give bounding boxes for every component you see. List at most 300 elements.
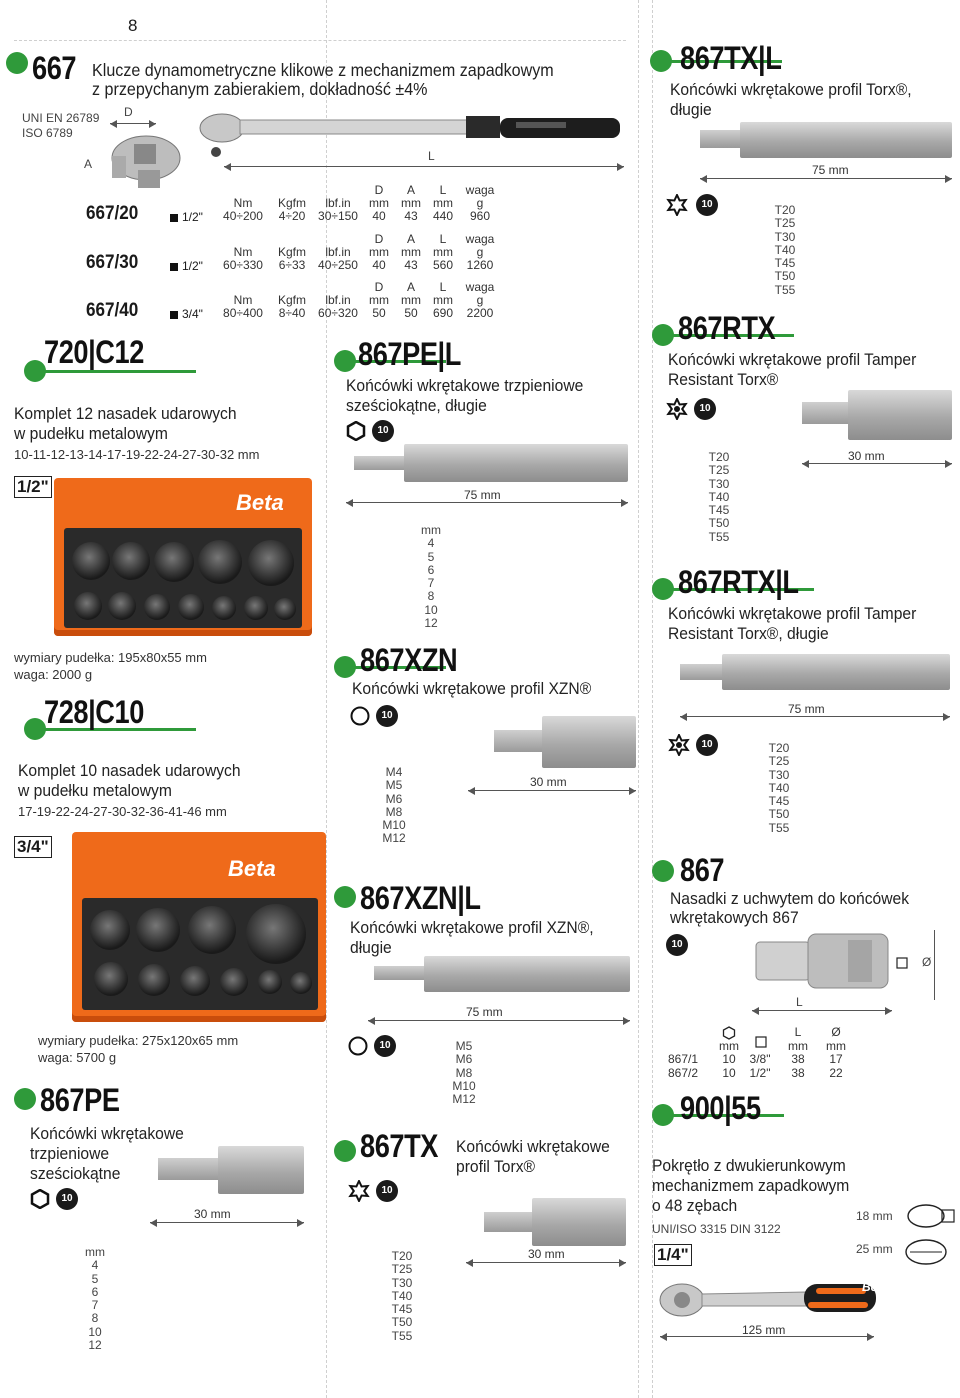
- bit-shank: [802, 402, 848, 424]
- col-value: 43: [404, 258, 418, 272]
- section-dot: [334, 1140, 356, 1162]
- size-item: M5: [385, 778, 403, 793]
- col-unit: mm: [433, 245, 453, 259]
- desc-line: Końcówki wkrętakowe trzpieniowe: [346, 376, 584, 395]
- desc-line: Komplet 12 nasadek udarowych: [14, 404, 237, 423]
- desc-line: Końcówki wkrętakowe profil Tamper: [668, 350, 917, 369]
- size-item: T55: [708, 529, 730, 544]
- size-list: [448, 1040, 480, 1106]
- xzn-icon: [350, 706, 370, 726]
- col-value: 50: [372, 306, 386, 320]
- dim-arrow: [752, 1010, 892, 1011]
- page-number: 8: [128, 16, 138, 35]
- beta-logo: Beta: [862, 1280, 889, 1294]
- product-code: 867TX: [360, 1128, 439, 1164]
- col-header: waga: [465, 280, 495, 294]
- bit-image: [404, 444, 628, 482]
- size-item: T45: [391, 1302, 413, 1317]
- col-value: 60÷330: [223, 258, 263, 272]
- size-item: T40: [708, 489, 730, 504]
- bit-length: 75 mm: [788, 702, 825, 716]
- col-header: L: [439, 232, 447, 246]
- desc-line: Końcówki wkrętakowe profil Torx®,: [670, 80, 912, 99]
- column-divider: [638, 0, 639, 1398]
- desc-line: Pokrętło z dwukierunkowym: [652, 1156, 846, 1175]
- row-code: 867/2: [668, 1066, 699, 1080]
- dim-arrow: [700, 178, 952, 179]
- col: [428, 184, 458, 223]
- bit-image: [848, 390, 952, 440]
- handle-length: 125 mm: [742, 1323, 786, 1337]
- size-item: M10: [452, 1078, 476, 1093]
- bit-image: [740, 122, 952, 158]
- size-list: [762, 742, 796, 835]
- dim-arrow: [468, 790, 636, 791]
- bit-image: [722, 654, 950, 690]
- bit-length: 75 mm: [466, 1005, 503, 1019]
- dim-arrow: [110, 123, 156, 124]
- bit-shank: [158, 1158, 218, 1180]
- col: [270, 294, 314, 320]
- col: [364, 184, 394, 223]
- col-header: Kgfm: [277, 245, 306, 259]
- col: [396, 281, 426, 320]
- beta-logo: Beta: [236, 490, 284, 515]
- row-value: 10: [722, 1066, 736, 1080]
- desc-line: sześciokątne, długie: [346, 396, 487, 415]
- bit-shank: [680, 664, 722, 680]
- size-item: 10: [424, 602, 438, 617]
- product-code: 867PE|L: [358, 336, 461, 372]
- drive-size: [170, 210, 203, 224]
- col-header: A: [406, 183, 415, 197]
- size-item: 5: [91, 1271, 99, 1286]
- pack-qty-badge: 10: [372, 420, 394, 442]
- socket: [138, 964, 170, 996]
- weight: waga: 2000 g: [14, 667, 93, 682]
- col-header: Ø: [831, 1025, 841, 1039]
- row-code: 667/40: [86, 300, 139, 321]
- bit-shank: [700, 130, 740, 148]
- size-item: T25: [391, 1262, 413, 1277]
- col: [220, 197, 266, 223]
- dim-arrow: [802, 463, 952, 464]
- size-header: mm: [85, 1245, 105, 1259]
- dim-arrow: [466, 1262, 626, 1263]
- col-header: lbf.in: [325, 196, 351, 210]
- size-item: T50: [768, 807, 790, 822]
- pack-qty-badge: 10: [666, 934, 688, 956]
- pack-qty-badge: 10: [696, 194, 718, 216]
- size-list: [80, 1246, 110, 1352]
- size-item: M6: [455, 1052, 473, 1067]
- row-value: 38: [791, 1052, 805, 1066]
- size-item: T45: [708, 503, 730, 518]
- size-item: T50: [708, 516, 730, 531]
- desc-line: Końcówki wkrętakowe profil Tamper: [668, 604, 917, 623]
- col-unit: g: [476, 196, 484, 210]
- product-code: 867RTX|L: [678, 564, 799, 600]
- col-value: 4÷20: [278, 209, 306, 223]
- pack-qty-badge: 10: [376, 1180, 398, 1202]
- pack-qty-badge: 10: [56, 1188, 78, 1210]
- col: [462, 184, 498, 223]
- col-unit: mm: [401, 293, 421, 307]
- standard: ISO 6789: [22, 126, 73, 140]
- size-header: mm: [421, 523, 441, 537]
- col: [428, 233, 458, 272]
- socket: [246, 904, 306, 964]
- torx-icon: [666, 194, 688, 216]
- row-code: 667/20: [86, 203, 139, 224]
- col: [270, 246, 314, 272]
- section-dot: [334, 886, 356, 908]
- col-header: waga: [465, 232, 495, 246]
- xzn-icon: [348, 1036, 368, 1056]
- col: [220, 246, 266, 272]
- desc-line: długie: [670, 100, 712, 119]
- product-code: 867RTX: [678, 310, 776, 346]
- col-value: 40: [372, 258, 386, 272]
- tamper-torx-icon: [666, 398, 688, 420]
- col-header: Nm: [233, 196, 253, 210]
- size-item: T30: [708, 476, 730, 491]
- size-item: 8: [427, 589, 435, 604]
- dim-arrow: [368, 1020, 630, 1021]
- hex-icon: [30, 1189, 50, 1209]
- bit-length: 30 mm: [194, 1207, 231, 1221]
- product-code: 867: [680, 852, 725, 888]
- col-unit: mm: [369, 293, 389, 307]
- ratchet-head-diagram: [900, 1200, 956, 1270]
- col-value: 8÷40: [278, 306, 306, 320]
- col: [364, 233, 394, 272]
- size-list: [702, 451, 736, 544]
- weight: waga: 5700 g: [38, 1050, 117, 1065]
- desc-line: w pudełku metalowym: [14, 424, 168, 443]
- socket: [178, 594, 204, 620]
- hex-icon: [346, 421, 366, 441]
- title-line: Klucze dynamometryczne klikowe z mechanizmem zapadkowym: [92, 60, 554, 80]
- desc-line: Końcówki wkrętakowe profil XZN®,: [350, 918, 594, 937]
- col-unit: mm: [401, 196, 421, 210]
- pack-qty-badge: 10: [376, 705, 398, 727]
- col-header: D: [374, 232, 384, 246]
- socket: [198, 540, 242, 584]
- dim-arrow: [934, 930, 935, 1000]
- drive-size: [170, 307, 203, 321]
- desc-line: o 48 zębach: [652, 1196, 738, 1215]
- drive-value: 1/2": [182, 210, 203, 224]
- col-header: Nm: [233, 245, 253, 259]
- col-header: Nm: [233, 293, 253, 307]
- bit-length: 30 mm: [848, 449, 885, 463]
- row-value: 10: [722, 1052, 736, 1066]
- size-item: T30: [774, 229, 796, 244]
- pack-qty-badge: 10: [374, 1035, 396, 1057]
- size-item: T20: [391, 1249, 413, 1263]
- ratchet-head-image: [104, 130, 184, 192]
- size-item: T20: [708, 450, 730, 464]
- size-item: T20: [768, 741, 790, 755]
- size-item: T55: [774, 282, 796, 297]
- col-value: 40: [372, 209, 386, 223]
- size-item: T50: [391, 1315, 413, 1330]
- square-drive-icon: [896, 957, 908, 969]
- size-item: 7: [91, 1298, 99, 1313]
- dim-arrow: [150, 1222, 304, 1223]
- desc-line: wkrętakowych 867: [670, 908, 799, 927]
- socket: [144, 594, 170, 620]
- col-unit: mm: [719, 1039, 739, 1053]
- col-header: Kgfm: [277, 196, 306, 210]
- col: [462, 281, 498, 320]
- col-unit: mm: [826, 1039, 846, 1053]
- bit-image: [218, 1146, 304, 1194]
- col-value: 40÷250: [318, 258, 358, 272]
- col-value: 30÷150: [318, 209, 358, 223]
- col-value: 560: [432, 258, 454, 272]
- drive-badge: 1/4": [654, 1244, 692, 1266]
- dim-arrow: [346, 502, 628, 503]
- size-item: T40: [768, 780, 790, 795]
- socket: [248, 540, 294, 586]
- desc-line: sześciokątne: [30, 1164, 121, 1183]
- product-code: 867XZN|L: [360, 880, 481, 916]
- col-header: Kgfm: [277, 293, 306, 307]
- bit-holder-socket-image: [752, 928, 892, 994]
- size-item: 4: [427, 536, 435, 551]
- box-dimensions: wymiary pudełka: 275x120x65 mm: [38, 1033, 239, 1048]
- row-value: 3/8": [749, 1052, 771, 1066]
- dim-label-D: D: [124, 105, 133, 119]
- pack-qty-badge: 10: [694, 398, 716, 420]
- size-item: M6: [385, 791, 403, 806]
- socket: [212, 596, 236, 620]
- standard: UNI EN 26789: [22, 111, 100, 125]
- product-code: 720|C12: [44, 334, 144, 370]
- col: [220, 294, 266, 320]
- col-unit: mm: [369, 196, 389, 210]
- socket: [188, 906, 236, 954]
- col-value: 6÷33: [278, 258, 306, 272]
- bit-length: 75 mm: [464, 488, 501, 502]
- square-drive-icon: [755, 1036, 767, 1048]
- col: [270, 197, 314, 223]
- drive-size: [170, 259, 203, 273]
- drive-value: 3/4": [182, 307, 203, 321]
- size-item: M8: [385, 804, 403, 819]
- bit-shank: [354, 456, 404, 470]
- col: [364, 281, 394, 320]
- header-rule: [14, 40, 626, 41]
- size-item: 8: [91, 1311, 99, 1326]
- bit-image: [424, 956, 630, 992]
- desc-line: długie: [350, 938, 392, 957]
- title-line: z przepychanym zabierakiem, dokładność ±4%: [92, 79, 428, 99]
- pack-qty-badge: 10: [696, 734, 718, 756]
- size-item: T50: [774, 269, 796, 284]
- col-value: 960: [469, 209, 491, 223]
- size-item: 10: [88, 1324, 102, 1339]
- col: [396, 184, 426, 223]
- size-item: 4: [91, 1258, 99, 1273]
- col-unit: g: [476, 245, 484, 259]
- size-item: T55: [768, 820, 790, 835]
- socket: [74, 592, 102, 620]
- col-header: A: [406, 232, 415, 246]
- product-code: 867TX|L: [680, 40, 782, 76]
- product-code: 867PE: [40, 1082, 120, 1118]
- col-header: lbf.in: [325, 245, 351, 259]
- desc-line: Resistant Torx®: [668, 370, 779, 389]
- size-item: T25: [708, 463, 730, 478]
- col-value: 1260: [466, 258, 494, 272]
- col: [462, 233, 498, 272]
- col-unit: mm: [788, 1039, 808, 1053]
- size-item: 5: [427, 549, 435, 564]
- socket: [180, 966, 210, 996]
- row-value: 38: [791, 1066, 805, 1080]
- col-header: waga: [465, 183, 495, 197]
- col-value: 690: [432, 306, 454, 320]
- box-dimensions: wymiary pudełka: 195x80x55 mm: [14, 650, 207, 665]
- col: [314, 197, 362, 223]
- bit-length: 30 mm: [528, 1247, 565, 1261]
- row-code: 867/1: [668, 1052, 699, 1066]
- row-value: 17: [829, 1052, 843, 1066]
- socket: [154, 542, 194, 582]
- col-value: 60÷320: [318, 306, 358, 320]
- drive-value: 1/2": [182, 259, 203, 273]
- size-list: 17-19-22-24-27-30-32-36-41-46 mm: [18, 804, 227, 819]
- dim-label-A: A: [84, 157, 93, 171]
- size-list: [378, 766, 410, 846]
- socket: [90, 910, 130, 950]
- col-header: D: [374, 183, 384, 197]
- desc-line: Komplet 10 nasadek udarowych: [18, 761, 241, 780]
- col-header: L: [439, 280, 447, 294]
- bit-length: 30 mm: [530, 775, 567, 789]
- bit-shank: [374, 966, 424, 980]
- col-value: 2200: [466, 306, 494, 320]
- desc-line: profil Torx®: [456, 1157, 536, 1176]
- dim-label-L: L: [428, 149, 435, 163]
- col: [314, 294, 362, 320]
- size-item: M8: [455, 1065, 473, 1080]
- desc-line: Końcówki wkrętakowe profil XZN®: [352, 679, 592, 698]
- section-dot: [14, 1088, 36, 1110]
- socket: [274, 598, 296, 620]
- drive-badge: 3/4": [14, 836, 52, 858]
- socket: [112, 542, 150, 580]
- socket: [244, 596, 268, 620]
- torx-icon: [348, 1180, 370, 1202]
- torque-wrench-image: [196, 110, 626, 158]
- col-value: 80÷400: [223, 306, 263, 320]
- bit-length: 75 mm: [812, 163, 849, 177]
- col: [314, 246, 362, 272]
- desc-line: mechanizmem zapadkowym: [652, 1176, 850, 1195]
- ratchet-handle-image: [656, 1276, 880, 1324]
- size-item: M4: [385, 765, 403, 779]
- size-item: T40: [774, 242, 796, 257]
- bit-image: [532, 1198, 626, 1246]
- desc-line: Końcówki wkrętakowe: [30, 1124, 184, 1143]
- row-value: 1/2": [749, 1066, 771, 1080]
- dim-label-diameter: Ø: [922, 955, 932, 969]
- size-item: T55: [391, 1328, 413, 1343]
- dimension: 18 mm: [856, 1209, 893, 1223]
- size-item: 12: [424, 616, 438, 631]
- bit-image: [542, 716, 636, 768]
- col-value: 40÷200: [223, 209, 263, 223]
- col-value: 43: [404, 209, 418, 223]
- product-code: 667: [32, 50, 77, 86]
- socket: [290, 972, 312, 994]
- socket: [220, 968, 248, 996]
- desc-line: Resistant Torx®, długie: [668, 624, 829, 643]
- dim-arrow: [680, 716, 950, 717]
- desc-line: Końcówki wkrętakowe: [456, 1137, 610, 1156]
- size-item: 6: [91, 1284, 99, 1299]
- section-dot: [652, 860, 674, 882]
- size-item: 12: [88, 1338, 102, 1353]
- socket: [108, 592, 136, 620]
- size-item: T45: [774, 256, 796, 271]
- col: [428, 281, 458, 320]
- product-code: 867XZN: [360, 642, 458, 678]
- product-code: 728|C10: [44, 694, 144, 730]
- dim-label-L: L: [796, 995, 803, 1009]
- col-value: 440: [432, 209, 454, 223]
- size-item: M5: [455, 1039, 473, 1053]
- size-item: T40: [391, 1288, 413, 1303]
- desc-line: trzpieniowe: [30, 1144, 110, 1163]
- size-item: T25: [768, 754, 790, 769]
- socket: [258, 970, 282, 994]
- drive-badge: 1/2": [14, 476, 52, 498]
- col-unit: mm: [433, 196, 453, 210]
- desc-line: w pudełku metalowym: [18, 781, 172, 800]
- size-item: T30: [391, 1275, 413, 1290]
- size-item: M10: [382, 818, 406, 833]
- size-item: M12: [382, 831, 406, 846]
- size-item: 6: [427, 562, 435, 577]
- desc-line: Nasadki z uchwytem do końcówek: [670, 889, 910, 908]
- size-item: T30: [768, 767, 790, 782]
- size-item: 7: [427, 576, 435, 591]
- product-code: 900|55: [680, 1090, 761, 1126]
- size-item: T20: [774, 203, 796, 217]
- socket: [136, 908, 180, 952]
- col-value: 50: [404, 306, 418, 320]
- size-list: [768, 204, 802, 297]
- standard: UNI/ISO 3315 DIN 3122: [652, 1222, 781, 1236]
- bit-shank: [494, 730, 542, 752]
- size-item: T25: [774, 216, 796, 231]
- col-header: L: [439, 183, 447, 197]
- row-code: 667/30: [86, 252, 139, 273]
- size-item: M12: [452, 1092, 476, 1107]
- tamper-torx-icon: [668, 734, 690, 756]
- col-unit: g: [476, 293, 484, 307]
- beta-logo: Beta: [228, 856, 276, 881]
- socket: [94, 962, 128, 996]
- col-header: lbf.in: [325, 293, 351, 307]
- row-value: 22: [829, 1066, 843, 1080]
- bit-shank: [484, 1212, 532, 1232]
